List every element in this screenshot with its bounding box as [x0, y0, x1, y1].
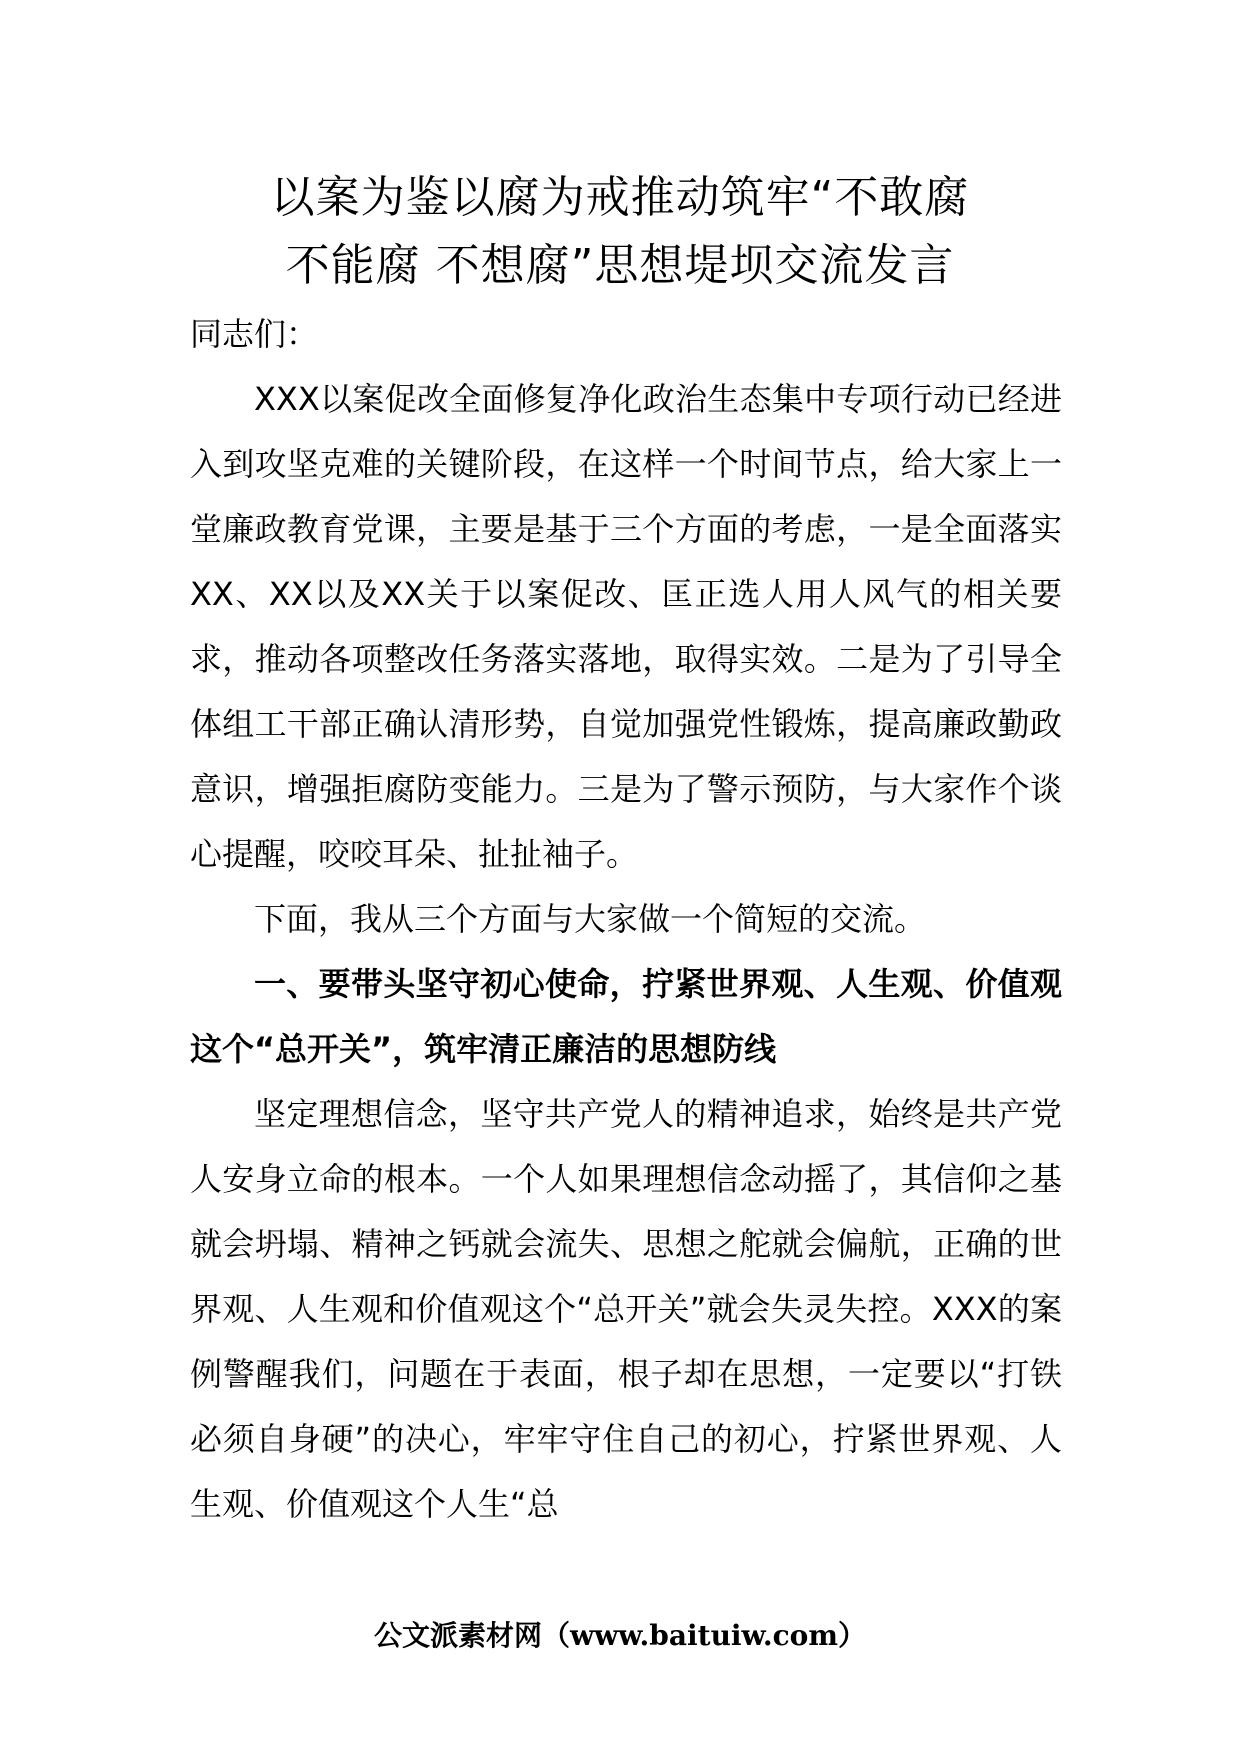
section-paragraph-1: 坚定理想信念，坚守共产党人的精神追求，始终是共产党人安身立命的根本。一个人如果理想信念动摇了，其信仰之基就会坍塌、精神之钙就会流失、思想之舵就会偏航，正确的世界观、人生观和价值观这个“总开关”就会失灵失控。XXX的案例警醒我们，问题在于表面，根子却在思想，一定要以“打铁必须自身硬”的决心，牢牢守住自己的初心，拧紧世界观、人生观、价值观这个人生“总: [190, 1095, 1062, 1523]
document-body: [190, 302, 1062, 1537]
document-title-line-1: 以案为鉴以腐为戒推动筑牢“不敢腐: [270, 172, 970, 223]
body-paragraph-2: 下面，我从三个方面与大家做一个简短的交流。: [254, 900, 927, 938]
section-heading-1: 一、要带头坚守初心使命，拧紧世界观、人生观、价值观这个“总开关”，筑牢清正廉洁的思想防线: [190, 965, 1062, 1068]
footer-watermark: 公文派素材网（www.baituiw.com）: [374, 1619, 866, 1652]
document-title-line-2: 不能腐 不想腐”思想堤坝交流发言: [285, 240, 955, 291]
salutation: 同志们：: [190, 315, 319, 353]
body-paragraph-1: XXX以案促改全面修复净化政治生态集中专项行动已经进入到攻坚克难的关键阶段，在这样一个时间节点，给大家上一堂廉政教育党课，主要是基于三个方面的考虑，一是全面落实XX、XX以及XX关于以案促改、匡正选人用人风气的相关要求，推动各项整改任务落实落地，取得实效。二是为了引导全体组工干部正确认清形势，自觉加强党性锻炼，提高廉政勤政意识，增强拒腐防变能力。三是为了警示预防，与大家作个谈心提醒，咬咬耳朵、扯扯袖子。: [190, 380, 1062, 873]
